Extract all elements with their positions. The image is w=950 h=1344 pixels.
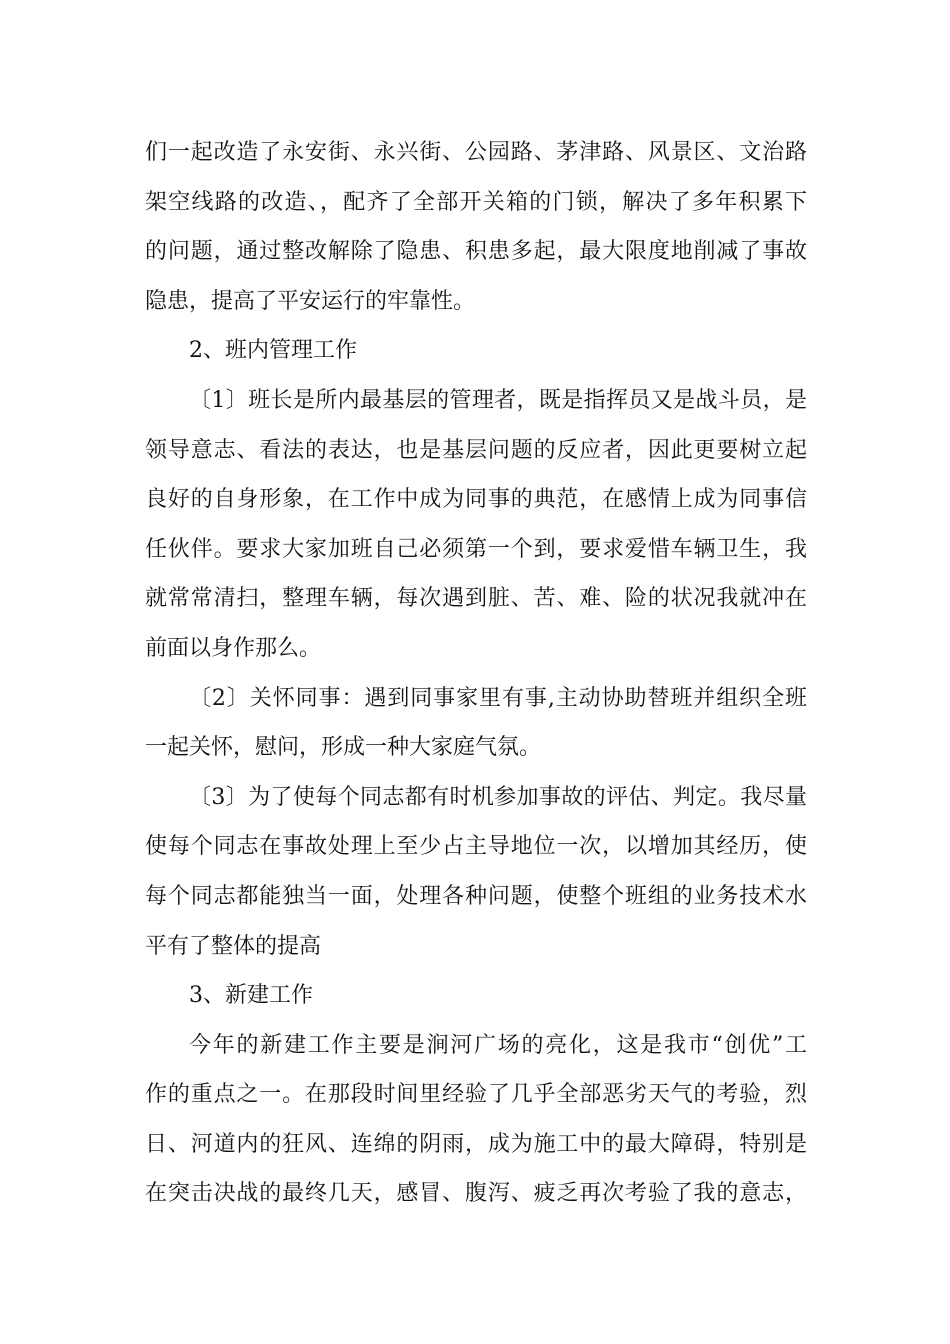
text-line: 架空线路的改造、，配齐了全部开关箱的门锁，解决了多年积累下: [145, 189, 807, 215]
text-line: 作的重点之一。在那段时间里经验了几乎全部恶劣天气的考验，烈: [145, 1082, 807, 1108]
text-line: 〔3〕为了使每个同志都有时机参加事故的评估、判定。我尽量: [189, 784, 807, 810]
text-line: 们一起改造了永安街、永兴街、公园路、茅津路、风景区、文治路: [145, 140, 807, 165]
text-line: 良好的自身形象，在工作中成为同事的典范，在感情上成为同事信: [145, 487, 807, 513]
text-line: 隐患，提高了平安运行的牢靠性。: [145, 288, 476, 314]
text-line: 任伙伴。要求大家加班自己必须第一个到，要求爱惜车辆卫生，我: [145, 536, 807, 562]
text-line: 使每个同志在事故处理上至少占主导地位一次，以增加其经历，使: [145, 834, 807, 860]
text-line: 就常常清扫，整理车辆，每次遇到脏、苦、难、险的状况我就冲在: [145, 586, 807, 612]
text-line: 日、河道内的狂风、连绵的阴雨，成为施工中的最大障碍，特别是: [145, 1131, 807, 1157]
text-line: 前面以身作那么。: [145, 635, 322, 661]
text-line: 领导意志、看法的表达，也是基层问题的反应者，因此更要树立起: [145, 437, 807, 463]
text-line: 平有了整体的提高: [145, 933, 322, 959]
text-line: 今年的新建工作主要是涧河广场的亮化，这是我市“创优”工: [189, 1032, 807, 1058]
section-heading: 3、新建工作: [189, 983, 313, 1009]
text-line: 〔2〕关怀同事：遇到同事家里有事,主动协助替班并组织全班: [189, 685, 807, 711]
section-heading: 2、班内管理工作: [189, 338, 357, 364]
text-line: 在突击决战的最终几天，感冒、腹泻、疲乏再次考验了我的意志，: [145, 1181, 807, 1207]
text-line: 一起关怀，慰问，形成一种大家庭气氛。: [145, 735, 542, 761]
text-line: 每个同志都能独当一面，处理各种问题，使整个班组的业务技术水: [145, 883, 807, 909]
text-line: 〔1〕班长是所内最基层的管理者，既是指挥员又是战斗员，是: [189, 387, 807, 413]
text-line: 的问题，通过整改解除了隐患、积患多起，最大限度地削减了事故: [145, 239, 807, 265]
document-body: [145, 128, 807, 1219]
